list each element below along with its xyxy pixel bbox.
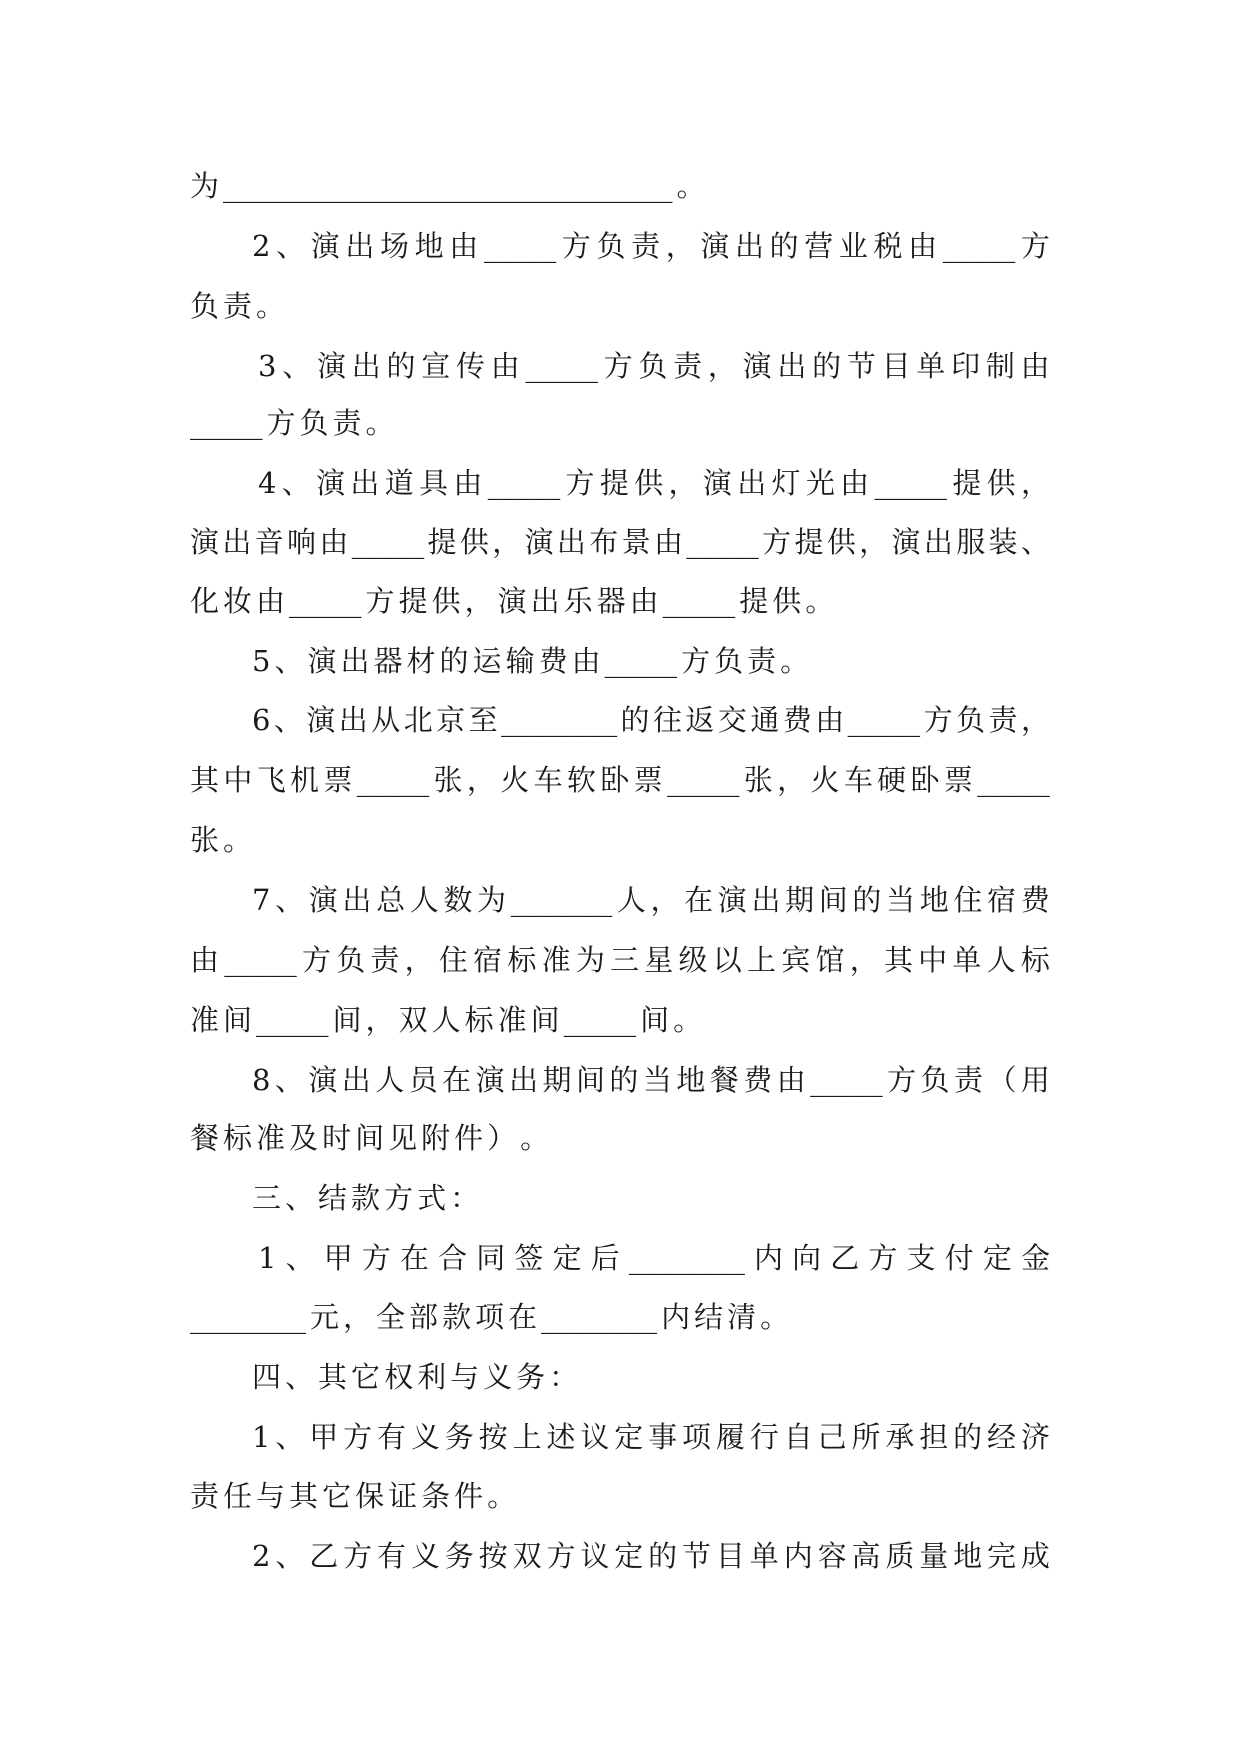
text-line: 2 、 演 出 场 地 由 _____ 方 负 责 ， 演 出 的 营 业 税 由 _____ 方: [252, 229, 1050, 263]
text-line: 张 。: [190, 823, 253, 857]
text-line: 由 _____ 方 负 责 ， 住 宿 标 准 为 三 星 级 以 上 宾 馆 ， 其 中 单 人 标: [190, 943, 1050, 977]
text-line: 负 责 。: [190, 289, 286, 323]
text-line: 3 、 演 出 的 宣 传 由 _____ 方 负 责 ， 演 出 的 节 目 单 印 制 由: [258, 349, 1050, 383]
text-line: 4 、 演 出 道 具 由 _____ 方 提 供 ， 演 出 灯 光 由 _____ 提 供 ，: [258, 466, 1050, 500]
text-line: 1 、 甲 方 在 合 同 签 定 后 ________ 内 向 乙 方 支 付 定 金: [258, 1241, 1050, 1275]
text-line: 7 、 演 出 总 人 数 为 _______ 人 ， 在 演 出 期 间 的 当 地 住 宿 费: [252, 883, 1050, 917]
text-line: 8 、 演 出 人 员 在 演 出 期 间 的 当 地 餐 费 由 _____ 方 负 责 （ 用: [252, 1063, 1050, 1097]
text-line: 三 、 结 款 方 式 ：: [252, 1181, 480, 1215]
text-line: ________ 元 ， 全 部 款 项 在 ________ 内 结 清 。: [190, 1300, 790, 1334]
text-line: 5 、 演 出 器 材 的 运 输 费 由 _____ 方 负 责 。: [252, 644, 810, 678]
text-line: 2 、 乙 方 有 义 务 按 双 方 议 定 的 节 目 单 内 容 高 质 量 地 完 成: [252, 1539, 1050, 1573]
text-line: 1 、 甲 方 有 义 务 按 上 述 议 定 事 项 履 行 自 己 所 承 担 的 经 济: [252, 1420, 1050, 1454]
text-line: 四 、 其 它 权 利 与 义 务 ：: [252, 1360, 579, 1394]
text-line: 准 间 _____ 间 ， 双 人 标 准 间 _____ 间 。: [190, 1003, 703, 1037]
text-line: _____ 方 负 责 。: [190, 406, 395, 440]
text-line: 责 任 与 其 它 保 证 条 件 。: [190, 1479, 517, 1513]
text-line: 其 中 飞 机 票 _____ 张 ， 火 车 软 卧 票 _____ 张 ， 火 车 硬 卧 票 _____: [190, 763, 1050, 797]
text-line: 为 _______________________________ 。: [190, 169, 706, 203]
text-line: 餐 标 准 及 时 间 见 附 件 ） 。: [190, 1121, 550, 1155]
text-line: 化 妆 由 _____ 方 提 供 ， 演 出 乐 器 由 _____ 提 供 。: [190, 584, 835, 618]
text-line: 演 出 音 响 由 _____ 提 供 ， 演 出 布 景 由 _____ 方 提 供 ， 演 出 服 装 、: [190, 525, 1050, 559]
text-line: 6 、 演 出 从 北 京 至 ________ 的 往 返 交 通 费 由 _____ 方 负 责 ，: [252, 703, 1050, 737]
